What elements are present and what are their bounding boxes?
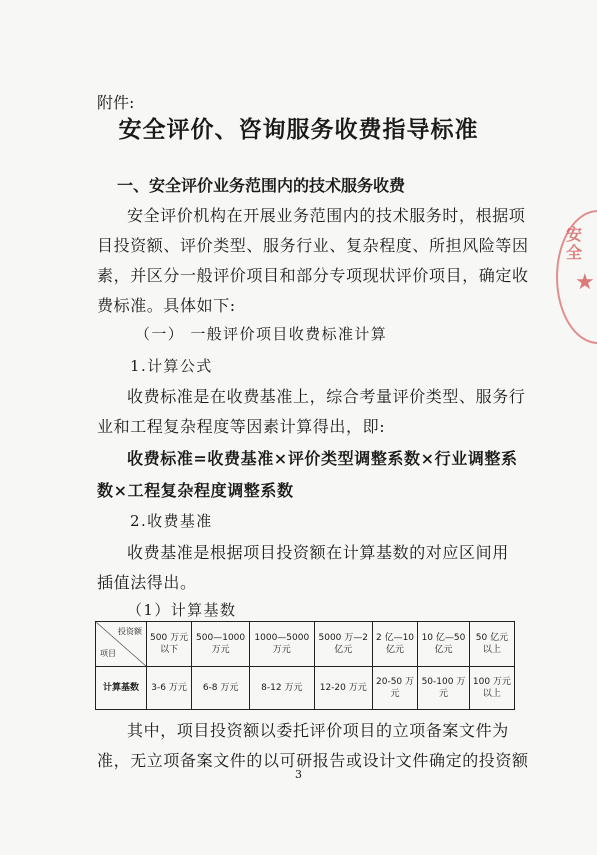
table-cell: 20-50 万 元: [372, 667, 417, 710]
calculation-base-table: [95, 621, 515, 710]
table-corner-cell: [96, 622, 147, 667]
para2-line: 收费标准是在收费基准上，综合考量评价类型、服务行: [127, 387, 526, 406]
table-row: [96, 667, 515, 710]
page-number: 3: [295, 768, 302, 781]
table-header-cell: 1000—5000 万元: [250, 622, 315, 667]
para4-line: 其中，项目投资额以委托评价项目的立项备案文件为: [127, 721, 509, 740]
subsection1-heading: （一） 一般评价项目收费标准计算: [135, 325, 388, 343]
table-header-cell: 5000 万—2 亿元: [314, 622, 372, 667]
para2-line: 业和工程复杂程度等因素计算得出，即:: [97, 417, 386, 436]
para3-line: 插值法得出。: [97, 573, 197, 592]
table-cell: 3-6 万元: [147, 667, 192, 710]
attachment-label: 附件:: [97, 93, 135, 112]
para1-line: 素，并区分一般评价项目和部分专项现状评价项目，确定收: [97, 266, 529, 285]
table-cell: 8-12 万元: [250, 667, 315, 710]
document-title: 安全评价、咨询服务收费指导标准: [118, 116, 479, 143]
section1-heading: 一、安全评价业务范围内的技术服务收费: [117, 176, 406, 195]
seal-text: 安全: [566, 225, 583, 262]
para1-line: 目投资额、评价类型、服务行业、复杂程度、所担风险等因: [97, 236, 529, 255]
item1-heading: 1.计算公式: [130, 357, 213, 375]
table-cell: 100 万元 以上: [469, 667, 514, 710]
para4-line: 准，无立项备案文件的以可研报告或设计文件确定的投资额: [97, 751, 529, 770]
table-cell: 12-20 万元: [314, 667, 372, 710]
table-cell: 50-100 万 元: [418, 667, 470, 710]
table-header-cell: 50 亿元 以上: [469, 622, 514, 667]
item2-heading: 2.收费基准: [130, 512, 213, 530]
formula-line: 收费标准=收费基准×评价类型调整系数×行业调整系: [127, 449, 518, 468]
table-header-cell: 500 万元 以下: [147, 622, 192, 667]
formula-line: 数×工程复杂程度调整系数: [97, 481, 294, 500]
para3-line: 收费基准是根据项目投资额在计算基数的对应区间用: [127, 543, 509, 562]
para1-line: 费标准。具体如下:: [97, 296, 236, 315]
item3-heading: （1）计算基数: [127, 601, 237, 619]
table-header-row: [96, 622, 515, 667]
table-header-cell: 500—1000 万元: [192, 622, 250, 667]
table-header-cell: 2 亿—10 亿元: [372, 622, 417, 667]
table-row-label: 计算基数: [96, 667, 147, 710]
corner-top-label: 投资额: [118, 627, 142, 636]
table-cell: 6-8 万元: [192, 667, 250, 710]
corner-bottom-label: 项目: [100, 649, 116, 658]
table-header-cell: 10 亿—50 亿元: [418, 622, 470, 667]
para1-line: 安全评价机构在开展业务范围内的技术服务时，根据项: [127, 206, 526, 225]
seal-star-icon: ★: [575, 270, 595, 295]
